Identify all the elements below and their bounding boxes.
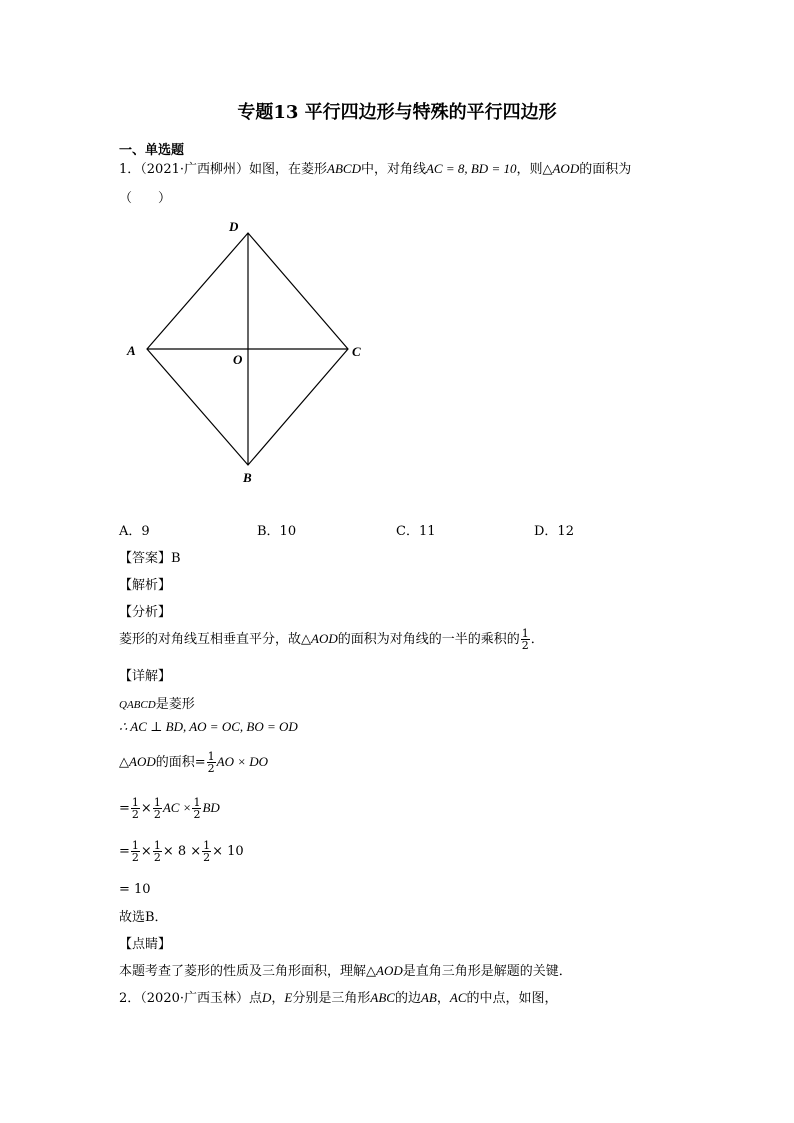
fraction-half: $\frac{1}{2}$: [521, 627, 529, 652]
rhombus-lines: [147, 233, 348, 465]
rhombus-figure: [120, 215, 380, 490]
label-o: O: [233, 352, 243, 367]
q2-stem: 2．（2020·广西玉林）点D，E分别是三角形ABC的边AB，AC的中点，如图，: [119, 990, 558, 1006]
comment-tag: 【点睛】: [119, 937, 172, 952]
fenxi-tag: 【分析】: [119, 605, 172, 620]
comment-text: 本题考查了菱形的性质及三角形面积，理解△AOD是直角三角形是解题的关键．: [119, 963, 572, 979]
step-2: ∴ AC ⊥ BD, AO = OC, BO = OD: [119, 719, 298, 734]
conclusion: 故选B．: [119, 910, 168, 925]
step-1: QABCD是菱形: [119, 697, 195, 712]
label-d: D: [229, 219, 239, 234]
section-heading: 一、单选题: [119, 143, 185, 158]
label-b: B: [243, 470, 252, 485]
q1-condition: AC = 8, BD = 10: [425, 161, 517, 176]
step-4: = $\frac{1}{2}$ × $\frac{1}{2}$ AC × $\frac{1}{2}$ BD: [119, 796, 220, 821]
q1-number: 1．: [119, 162, 141, 177]
option-c: C．11: [396, 524, 436, 539]
step-6: = 10: [119, 882, 151, 897]
analysis-tag: 【解析】: [119, 578, 172, 593]
option-a: A．9: [119, 524, 150, 539]
fenxi-text: 菱形的对角线互相垂直平分，故△AOD的面积为对角线的一半的乘积的 $\frac{1}{2}$ ．: [119, 627, 544, 652]
q1-source: （2021·广西柳州）: [140, 162, 249, 177]
page-title: 专题13 平行四边形与特殊的平行四边形: [237, 102, 557, 123]
label-a: A: [127, 343, 136, 358]
q1-answer-paren: （ ）: [119, 191, 172, 206]
option-b: B．10: [257, 524, 297, 539]
q2-number: 2．: [119, 991, 141, 1006]
step-3: △AOD的面积= $\frac{1}{2}$ AO × DO: [119, 750, 269, 775]
detail-tag: 【详解】: [119, 669, 172, 684]
answer-line: 【答案】B: [119, 551, 181, 566]
q2-source: （2020·广西玉林）: [140, 991, 249, 1006]
option-d: D．12: [534, 524, 574, 539]
q1-stem: 1．（2021·广西柳州）如图，在菱形ABCD中，对角线AC = 8, BD = 10，则△AOD的面积为: [119, 161, 632, 177]
label-c: C: [352, 344, 361, 359]
step-5: = $\frac{1}{2}$ × $\frac{1}{2}$ × 8 × $\frac{1}{2}$ × 10: [119, 839, 244, 864]
